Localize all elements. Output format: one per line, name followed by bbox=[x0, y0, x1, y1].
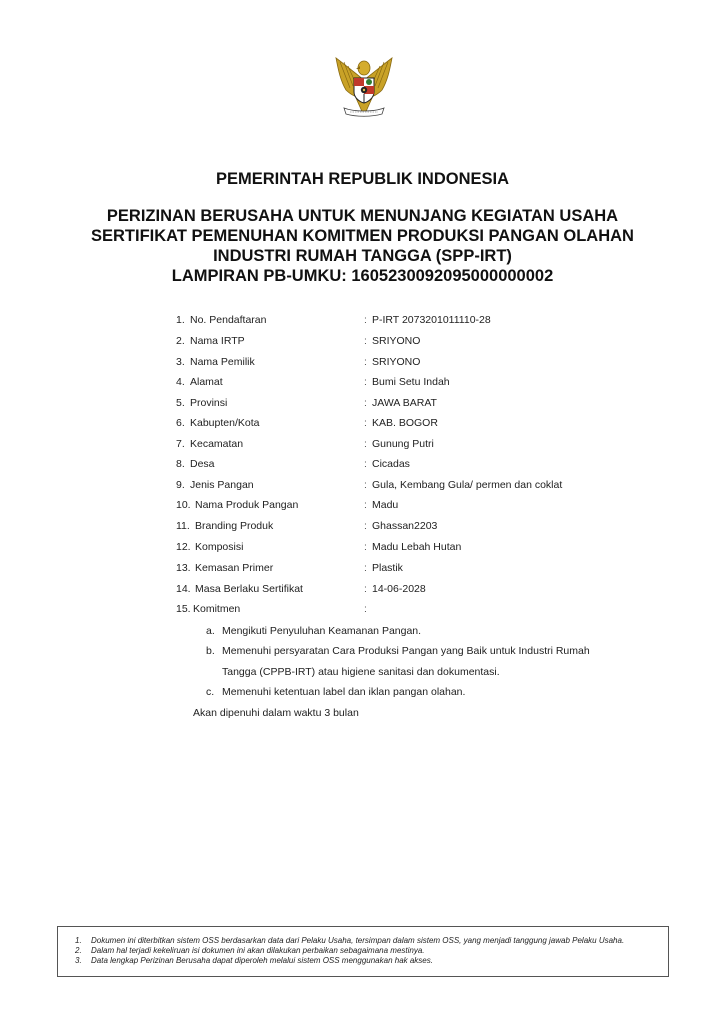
field-value: Ghassan2203 bbox=[372, 520, 438, 532]
field-label: Nama IRTP bbox=[190, 335, 245, 347]
field-label: Komitmen bbox=[193, 603, 241, 615]
field-desa bbox=[0, 454, 725, 474]
footer-note-text: Dokumen ini diterbitkan sistem OSS berdasarkan data dari Pelaku Usaha, tersimpan dalam sistem OSS, yang menjadi tanggung jawab Pelaku Usaha. bbox=[91, 936, 625, 945]
field-number: 2. bbox=[176, 335, 185, 347]
footer-note-number: 2. bbox=[75, 946, 82, 955]
garuda-emblem-icon bbox=[326, 50, 402, 126]
field-colon: : bbox=[364, 356, 367, 368]
title-line: INDUSTRI RUMAH TANGGA (SPP-IRT) bbox=[213, 247, 512, 265]
field-colon: : bbox=[364, 499, 367, 511]
commitment-letter: c. bbox=[206, 686, 215, 698]
title-line: SERTIFIKAT PEMENUHAN KOMITMEN PRODUKSI PANGAN OLAHAN bbox=[91, 227, 634, 245]
field-number: 15. bbox=[176, 603, 191, 615]
field-number: 7. bbox=[176, 438, 185, 450]
footer-note-number: 3. bbox=[75, 956, 82, 965]
field-number: 5. bbox=[176, 397, 185, 409]
footer-note-text: Data lengkap Perizinan Berusaha dapat diperoleh melalui sistem OSS menggunakan hak akses. bbox=[91, 956, 433, 965]
field-label: Kabupten/Kota bbox=[190, 417, 260, 429]
field-colon: : bbox=[364, 314, 367, 326]
field-label: No. Pendaftaran bbox=[190, 314, 267, 326]
field-label: Kemasan Primer bbox=[195, 562, 274, 574]
field-label: Masa Berlaku Sertifikat bbox=[195, 583, 303, 595]
commitment-text: Mengikuti Penyuluhan Keamanan Pangan. bbox=[222, 625, 422, 637]
field-kemasan-primer bbox=[0, 558, 725, 578]
field-kabupaten-kota bbox=[0, 413, 725, 433]
field-jenis-pangan bbox=[0, 475, 725, 495]
field-value: Cicadas bbox=[372, 458, 410, 470]
field-colon: : bbox=[364, 397, 367, 409]
field-value: Gula, Kembang Gula/ permen dan coklat bbox=[372, 479, 563, 491]
field-komitmen bbox=[0, 599, 725, 619]
field-masa-berlaku bbox=[0, 579, 725, 599]
field-label: Nama Pemilik bbox=[190, 356, 255, 368]
field-number: 6. bbox=[176, 417, 185, 429]
field-value: JAWA BARAT bbox=[372, 397, 437, 409]
field-label: Desa bbox=[190, 458, 215, 470]
field-colon: : bbox=[364, 376, 367, 388]
field-number: 4. bbox=[176, 376, 185, 388]
field-number: 12. bbox=[176, 541, 191, 553]
field-colon: : bbox=[364, 583, 367, 595]
field-kecamatan bbox=[0, 434, 725, 454]
field-label: Nama Produk Pangan bbox=[195, 499, 299, 511]
field-komposisi bbox=[0, 537, 725, 557]
field-label: Branding Produk bbox=[195, 520, 274, 532]
field-value: Madu Lebah Hutan bbox=[372, 541, 462, 553]
field-label: Komposisi bbox=[195, 541, 244, 553]
commitment-text: Memenuhi ketentuan label dan iklan pangan olahan. bbox=[222, 686, 466, 698]
field-value: KAB. BOGOR bbox=[372, 417, 438, 429]
field-label: Provinsi bbox=[190, 397, 228, 409]
field-nama-produk-pangan bbox=[0, 495, 725, 515]
field-label: Jenis Pangan bbox=[190, 479, 254, 491]
field-number: 11. bbox=[176, 520, 190, 532]
field-alamat bbox=[0, 372, 725, 392]
field-colon: : bbox=[364, 335, 367, 347]
field-number: 10. bbox=[176, 499, 191, 511]
field-number: 9. bbox=[176, 479, 185, 491]
field-value: SRIYONO bbox=[372, 335, 421, 347]
field-colon: : bbox=[364, 438, 367, 450]
government-heading: PEMERINTAH REPUBLIK INDONESIA bbox=[215, 170, 510, 188]
document-title bbox=[0, 207, 725, 287]
field-value: Plastik bbox=[372, 562, 403, 574]
field-number: 3. bbox=[176, 356, 185, 368]
commitment-text-continued: Tangga (CPPB-IRT) atau higiene sanitasi dan dokumentasi. bbox=[222, 666, 500, 678]
field-colon: : bbox=[364, 417, 367, 429]
field-label: Alamat bbox=[190, 376, 223, 388]
title-line: PERIZINAN BERUSAHA UNTUK MENUNJANG KEGIATAN USAHA bbox=[106, 207, 619, 225]
field-colon: : bbox=[364, 479, 367, 491]
field-value: 14-06-2028 bbox=[372, 583, 426, 595]
field-colon: : bbox=[364, 541, 367, 553]
footer-note-text: Dalam hal terjadi kekeliruan isi dokumen ini akan dilakukan perbaikan sebagaimana mestinya. bbox=[91, 946, 425, 955]
field-value: Madu bbox=[372, 499, 399, 511]
field-colon: : bbox=[364, 562, 367, 574]
field-value: Gunung Putri bbox=[372, 438, 434, 450]
field-label: Kecamatan bbox=[190, 438, 244, 450]
field-colon: : bbox=[364, 603, 367, 615]
commitment-text: Memenuhi persyaratan Cara Produksi Pangan yang Baik untuk Industri Rumah bbox=[222, 645, 590, 657]
fulfillment-note: Akan dipenuhi dalam waktu 3 bulan bbox=[193, 707, 359, 719]
field-branding-produk bbox=[0, 516, 725, 536]
field-value: SRIYONO bbox=[372, 356, 421, 368]
footer-disclaimer-box bbox=[57, 926, 669, 977]
field-provinsi bbox=[0, 393, 725, 413]
field-no-pendaftaran bbox=[0, 310, 725, 330]
field-number: 14. bbox=[176, 583, 191, 595]
footer-note-number: 1. bbox=[75, 936, 82, 945]
field-nama-pemilik bbox=[0, 352, 725, 372]
field-number: 13. bbox=[176, 562, 191, 574]
field-value: P-IRT 2073201011110-28 bbox=[372, 314, 491, 326]
field-number: 8. bbox=[176, 458, 185, 470]
commitment-letter: b. bbox=[206, 645, 215, 657]
field-colon: : bbox=[364, 458, 367, 470]
field-nama-irtp bbox=[0, 331, 725, 351]
field-number: 1. bbox=[176, 314, 185, 326]
commitment-letter: a. bbox=[206, 625, 215, 637]
field-colon: : bbox=[364, 520, 367, 532]
field-value: Bumi Setu Indah bbox=[372, 376, 450, 388]
pb-umku-number: LAMPIRAN PB-UMKU: 1605230092095000000002 bbox=[171, 267, 554, 285]
